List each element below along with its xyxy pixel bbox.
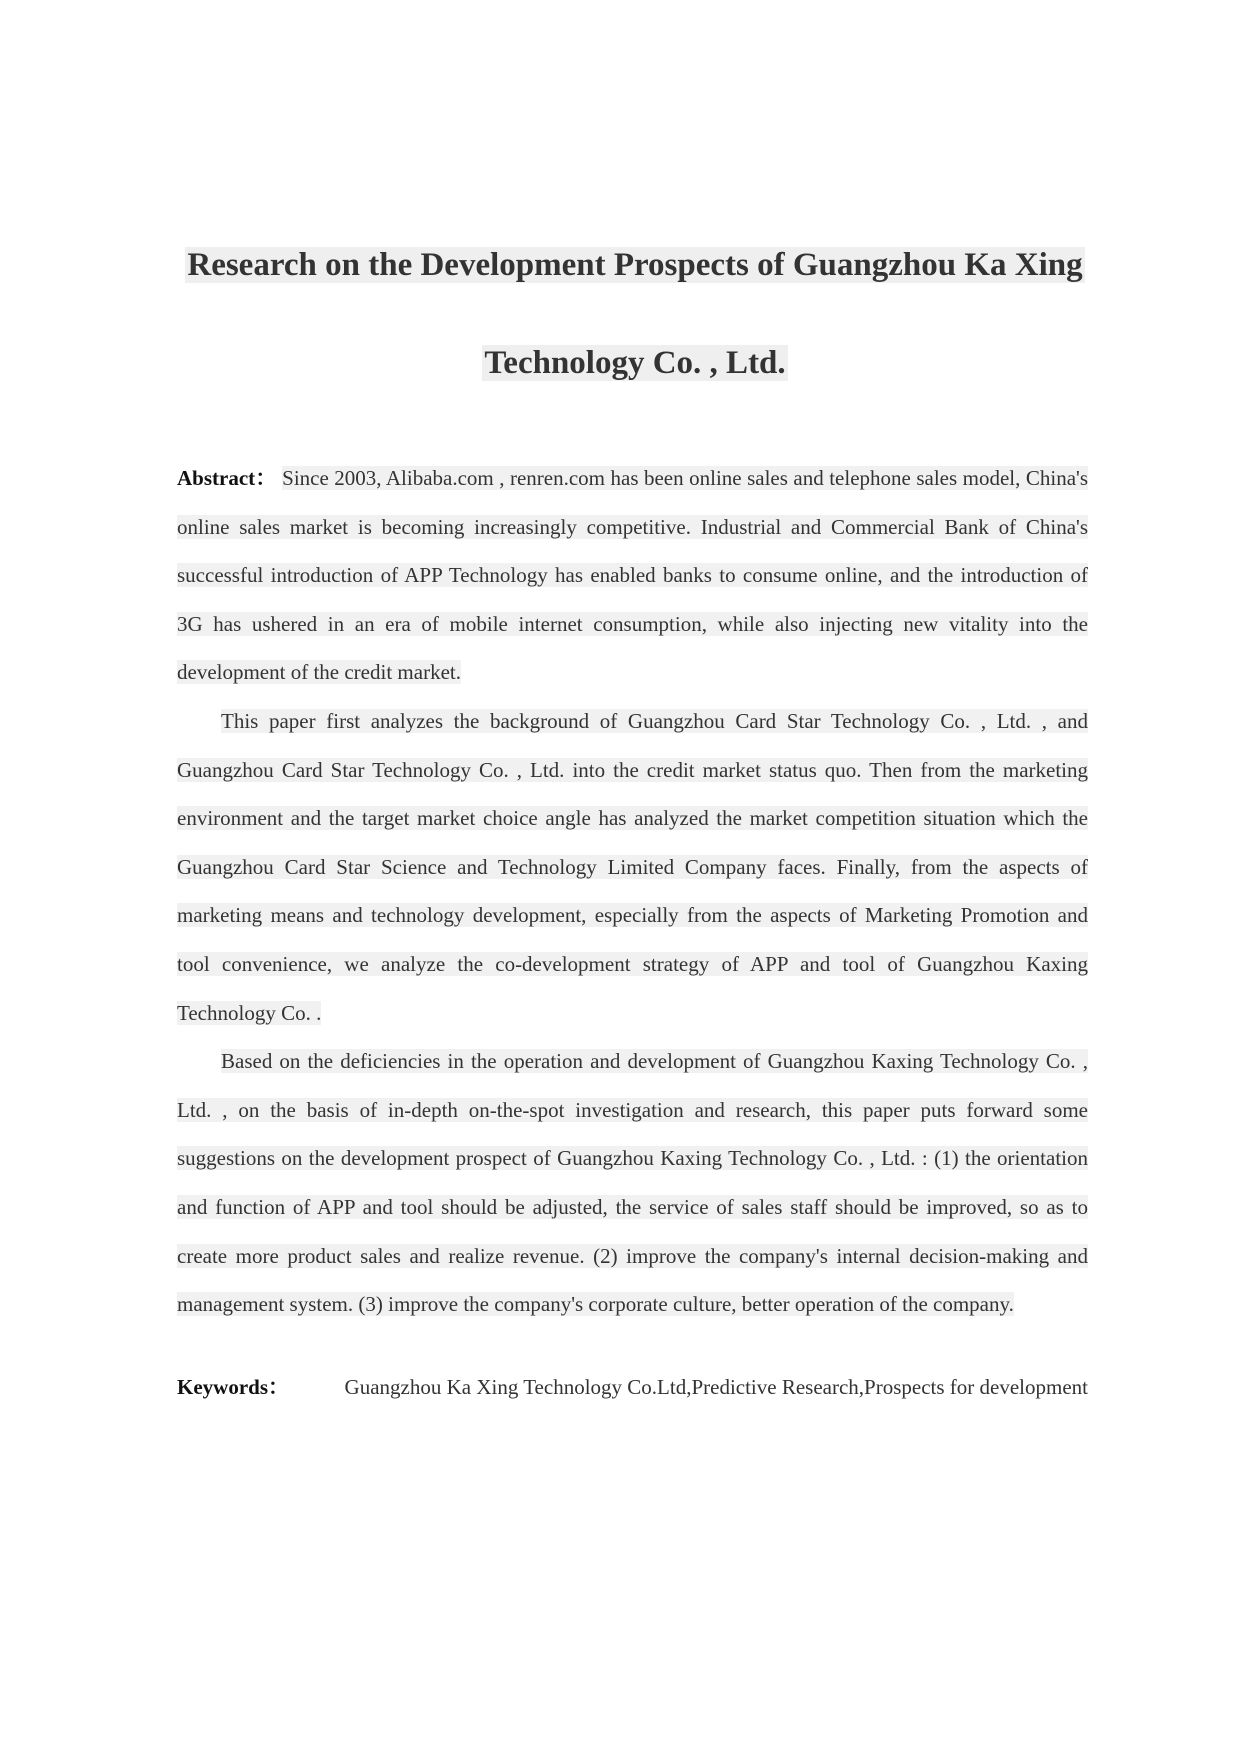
keywords-text: Guangzhou Ka Xing Technology Co.Ltd,Predictive Research,Prospects for development <box>344 1375 1088 1399</box>
abstract-label: Abstract： <box>177 466 277 490</box>
abstract-paragraph-3 <box>177 1037 1088 1329</box>
keywords-section <box>177 1372 1088 1402</box>
abstract-section <box>177 454 1088 1329</box>
keywords-label: Keywords： <box>177 1375 289 1399</box>
paper-title-line-2 <box>150 343 1120 383</box>
paper-title-line-1 <box>150 245 1120 285</box>
paper-title-line-1-text: Research on the Development Prospects of Guangzhou Ka Xing <box>187 247 1083 283</box>
abstract-paragraph-3-text: Based on the deficiencies in the operation and development of Guangzhou Kaxing Technology Co. , Ltd. , on the basis of in-depth on-the-spot investigation and research, this paper puts forward some suggestions on the development prospect of Guangzhou Kaxing Technology Co. , Ltd. : (1) the orientation and function of APP and tool should be adjusted, the service of sales staff should be improved, so as to create more product sales and realize revenue. (2) improve the company's internal decision-making and management system. (3) improve the company's corporate culture, better operation of the company. <box>177 1049 1088 1317</box>
abstract-paragraph-2 <box>177 697 1088 1037</box>
abstract-paragraph-1 <box>177 454 1088 697</box>
paper-title-line-2-text: Technology Co. , Ltd. <box>484 345 786 381</box>
abstract-paragraph-2-text: This paper first analyzes the background of Guangzhou Card Star Technology Co. , Ltd. , and Guangzhou Card Star Technology Co. , Ltd. into the credit market status quo. Then from the marketing environment and the target market choice angle has analyzed the market competition situation which the Guangzhou Card Star Science and Technology Limited Company faces. Finally, from the aspects of marketing means and technology development, especially from the aspects of Marketing Promotion and tool convenience, we analyze the co-development strategy of APP and tool of Guangzhou Kaxing Technology Co. . <box>177 708 1088 1025</box>
abstract-paragraph-1-text: Since 2003, Alibaba.com , renren.com has been online sales and telephone sales model, China's online sales market is becoming increasingly competitive. Industrial and Commercial Bank of China's successful introduction of APP Technology has enabled banks to consume online, and the introduction of 3G has ushered in an era of mobile internet consumption, while also injecting new vitality into the development of the credit market. <box>177 466 1089 685</box>
